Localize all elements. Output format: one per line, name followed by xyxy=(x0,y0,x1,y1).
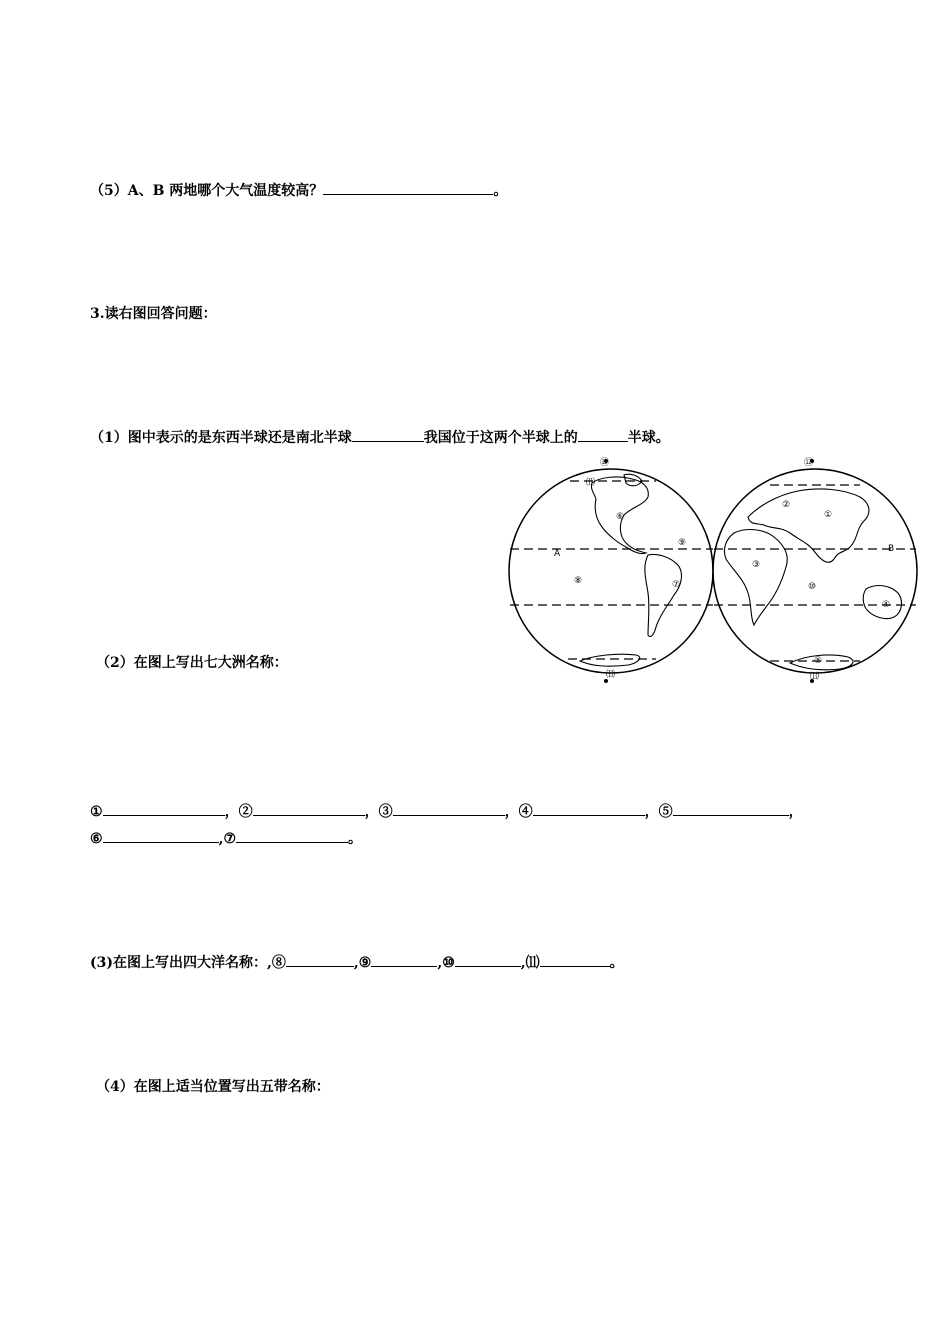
answer-blank-continent-4[interactable] xyxy=(533,801,645,816)
continent-num-5: ⑤ xyxy=(658,804,673,820)
continent-num-1: ① xyxy=(90,804,103,820)
antarctica-west-outline xyxy=(580,654,640,666)
map-label-b: B xyxy=(888,544,895,554)
question-3-1-part2: 我国位于这两个半球上的 xyxy=(423,430,578,446)
map-num-6: ⑥ xyxy=(616,512,625,522)
map-num-1: ① xyxy=(824,510,833,520)
map-num-4: ④ xyxy=(882,600,891,610)
question-3-3: (3)在图上写出四大洋名称：,⑧ ,⑨ ,⑩ ,⑾ 。 xyxy=(90,952,624,972)
question-3-2: （2）在图上写出七大洲名称： xyxy=(96,655,288,671)
map-num-13-west: ⒀ xyxy=(606,670,616,680)
question-5-end: 。 xyxy=(493,183,508,199)
question-3-title: 3.读右图回答问题： xyxy=(90,306,217,322)
map-num-11: ⑾ xyxy=(586,478,596,488)
ocean-num-11: ⑾ xyxy=(525,955,540,971)
answer-blank-ocean-8[interactable] xyxy=(286,952,354,967)
eurasia-outline xyxy=(748,489,869,562)
map-num-5: ⑤ xyxy=(814,656,823,666)
map-label-a: A xyxy=(554,549,561,559)
continent-num-4: ④ xyxy=(518,804,533,820)
map-num-9: ⑨ xyxy=(678,538,687,548)
answer-blank-continent-3[interactable] xyxy=(393,801,505,816)
answer-blank-hemisphere-china[interactable] xyxy=(578,427,628,442)
map-num-10: ⑩ xyxy=(808,582,817,592)
answer-blank-5[interactable] xyxy=(323,180,493,195)
question-3-1-part3: 半球。 xyxy=(627,430,670,446)
continent-num-7: ⑦ xyxy=(223,831,236,847)
africa-outline xyxy=(724,530,787,625)
continent-num-3: ③ xyxy=(378,804,393,820)
map-num-2: ② xyxy=(782,500,791,510)
south-america-outline xyxy=(645,554,682,636)
answer-blank-continent-5[interactable] xyxy=(673,801,789,816)
question-3-1-part1: （1）图中表示的是东西半球还是南北半球 xyxy=(90,430,352,446)
answer-blank-ocean-11[interactable] xyxy=(540,952,610,967)
answer-blank-ocean-10[interactable] xyxy=(455,952,521,967)
continent-num-6: ⑥ xyxy=(90,831,103,847)
continent-num-2: ② xyxy=(238,804,253,820)
answer-blank-hemisphere-type[interactable] xyxy=(352,427,424,442)
continent-answers-row-1: ① ，② ，③ ，④ ，⑤ ， xyxy=(90,801,803,821)
map-num-13-east: ⒀ xyxy=(810,672,820,682)
answer-blank-continent-1[interactable] xyxy=(103,801,225,816)
question-3-4: （4）在图上适当位置写出五带名称： xyxy=(96,1079,330,1095)
answer-blank-ocean-9[interactable] xyxy=(371,952,437,967)
map-num-8: ⑧ xyxy=(574,576,583,586)
hemisphere-map xyxy=(508,455,920,687)
map-num-12-west: ⑫ xyxy=(600,458,610,468)
greenland-outline xyxy=(624,474,642,486)
map-num-3: ③ xyxy=(752,560,761,570)
ocean-num-9: ⑨ xyxy=(358,955,372,971)
map-num-7: ⑦ xyxy=(672,580,681,590)
ocean-num-10: ⑩ xyxy=(442,955,455,971)
question-3-3-text: (3)在图上写出四大洋名称：, xyxy=(90,955,272,971)
western-hemisphere-circle xyxy=(509,469,713,673)
ocean-num-8: ⑧ xyxy=(271,955,286,971)
answer-blank-continent-6[interactable] xyxy=(103,828,219,843)
question-5 xyxy=(90,180,507,200)
eastern-hemisphere-circle xyxy=(713,469,917,673)
question-5-text: （5）A、B 两地哪个大气温度较高？ xyxy=(90,183,324,199)
map-num-12-east: ⑫ xyxy=(804,458,814,468)
answer-blank-continent-2[interactable] xyxy=(253,801,365,816)
continent-answers-row-2: ⑥ ,⑦ 。 xyxy=(90,828,362,848)
question-3-1 xyxy=(90,427,670,447)
answer-blank-continent-7[interactable] xyxy=(236,828,348,843)
